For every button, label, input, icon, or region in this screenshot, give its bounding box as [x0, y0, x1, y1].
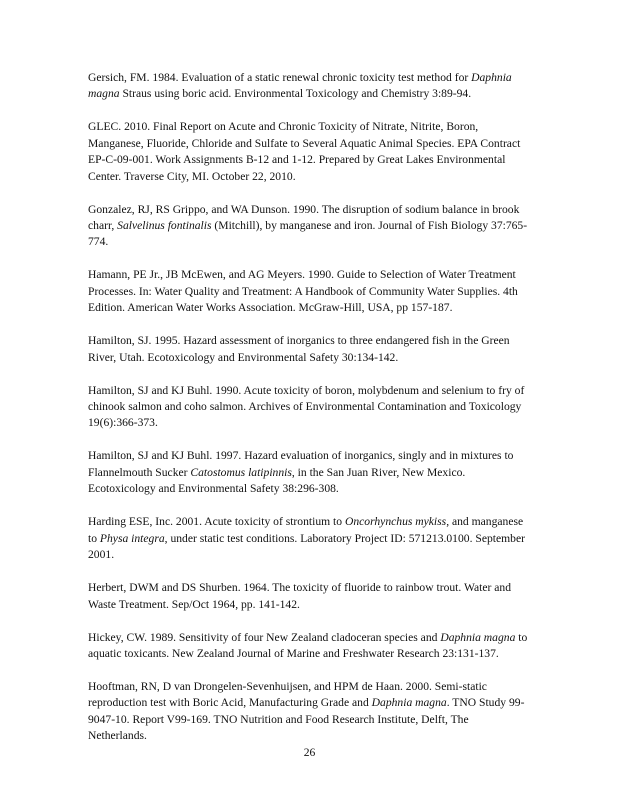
- species-name: Physa integra: [99, 531, 165, 545]
- reference-entry: [88, 202, 530, 251]
- species-name: Salvelinus fontinalis: [117, 219, 212, 233]
- species-name: Catostomus latipinnis: [190, 465, 292, 479]
- reference-entry: [88, 333, 530, 366]
- reference-entry: [88, 119, 530, 185]
- reference-entry: [88, 267, 530, 316]
- reference-text: Hamann, PE Jr., JB McEwen, and AG Meyers. 1990. Guide to Selection of Water Treatment Processes. In: Water Quality and Treatment: A Handbook of Community Water Supplies. 4th Edition. American Water Works Association. McGraw-Hill, USA, pp 157-187.: [88, 268, 518, 315]
- reference-text: . TNO Study 99-9047-10. Report V99-169. TNO Nutrition and Food Research Institute, Delft, The Netherlands.: [88, 696, 525, 743]
- reference-text: to aquatic toxicants. New Zealand Journal of Marine and Freshwater Research 23:131-137.: [88, 630, 528, 660]
- species-name: Daphnia magna: [371, 696, 447, 710]
- page-number: 26: [303, 746, 316, 759]
- reference-text: Hickey, CW. 1989. Sensitivity of four New Zealand cladoceran species and: [88, 630, 441, 644]
- reference-text: Herbert, DWM and DS Shurben. 1964. The toxicity of fluoride to rainbow trout. Water and Waste Treatment. Sep/Oct 1964, pp. 141-142.: [88, 581, 512, 611]
- species-name: Daphnia magna: [440, 630, 516, 644]
- species-name: Oncorhynchus mykiss: [344, 515, 447, 529]
- reference-text: (Mitchill), by manganese and iron. Journal of Fish Biology 37:765-774.: [88, 219, 528, 249]
- reference-text: Straus using boric acid. Environmental Toxicology and Chemistry 3:89-94.: [119, 87, 472, 101]
- reference-entry: [88, 70, 530, 103]
- reference-text: , and manganese to: [88, 515, 524, 545]
- species-name: Daphnia magna: [88, 71, 512, 101]
- reference-entry: [88, 580, 530, 613]
- reference-entry: [88, 383, 530, 432]
- reference-text: Harding ESE, Inc. 2001. Acute toxicity of strontium to: [88, 515, 345, 529]
- reference-text: GLEC. 2010. Final Report on Acute and Chronic Toxicity of Nitrate, Nitrite, Boron, Manganese, Fluoride, Chloride and Sulfate to Several Aquatic Animal Species. EPA Contract EP-C-09-001. Work Assignments B-12 and 1-12. Prepared by Great Lakes Environmental Center. Traverse City, MI. October 22, 2010.: [88, 120, 521, 183]
- reference-text: Gonzalez, RJ, RS Grippo, and WA Dunson. 1990. The disruption of sodium balance in brook charr,: [88, 202, 520, 233]
- reference-text: , under static test conditions. Laboratory Project ID: 571213.0100. September 2001.: [88, 531, 525, 562]
- reference-text: , in the San Juan River, New Mexico. Ecotoxicology and Environmental Safety 38:296-308.: [88, 465, 466, 496]
- reference-entry: [88, 679, 530, 745]
- reference-text: Hamilton, SJ. 1995. Hazard assessment of inorganics to three endangered fish in the Green River, Utah. Ecotoxicology and Environmental Safety 30:134-142.: [88, 334, 510, 364]
- reference-text: Gersich, FM. 1984. Evaluation of a static renewal chronic toxicity test method for: [88, 71, 472, 84]
- reference-text: Hamilton, SJ and KJ Buhl. 1997. Hazard evaluation of inorganics, singly and in mixtures to Flannelmouth Sucker: [88, 449, 514, 479]
- reference-text: Hooftman, RN, D van Drongelen-Sevenhuijsen, and HPM de Haan. 2000. Semi-static reproduction test with Boric Acid, Manufacturing Grade and: [88, 679, 487, 710]
- reference-entry: [88, 448, 530, 497]
- reference-text: Hamilton, SJ and KJ Buhl. 1990. Acute toxicity of boron, molybdenum and selenium to fry of chinook salmon and coho salmon. Archives of Environmental Contamination and Toxicology 19(6):366-373.: [88, 383, 525, 430]
- reference-list: [88, 70, 530, 761]
- reference-entry: [88, 630, 530, 663]
- reference-entry: [88, 514, 530, 563]
